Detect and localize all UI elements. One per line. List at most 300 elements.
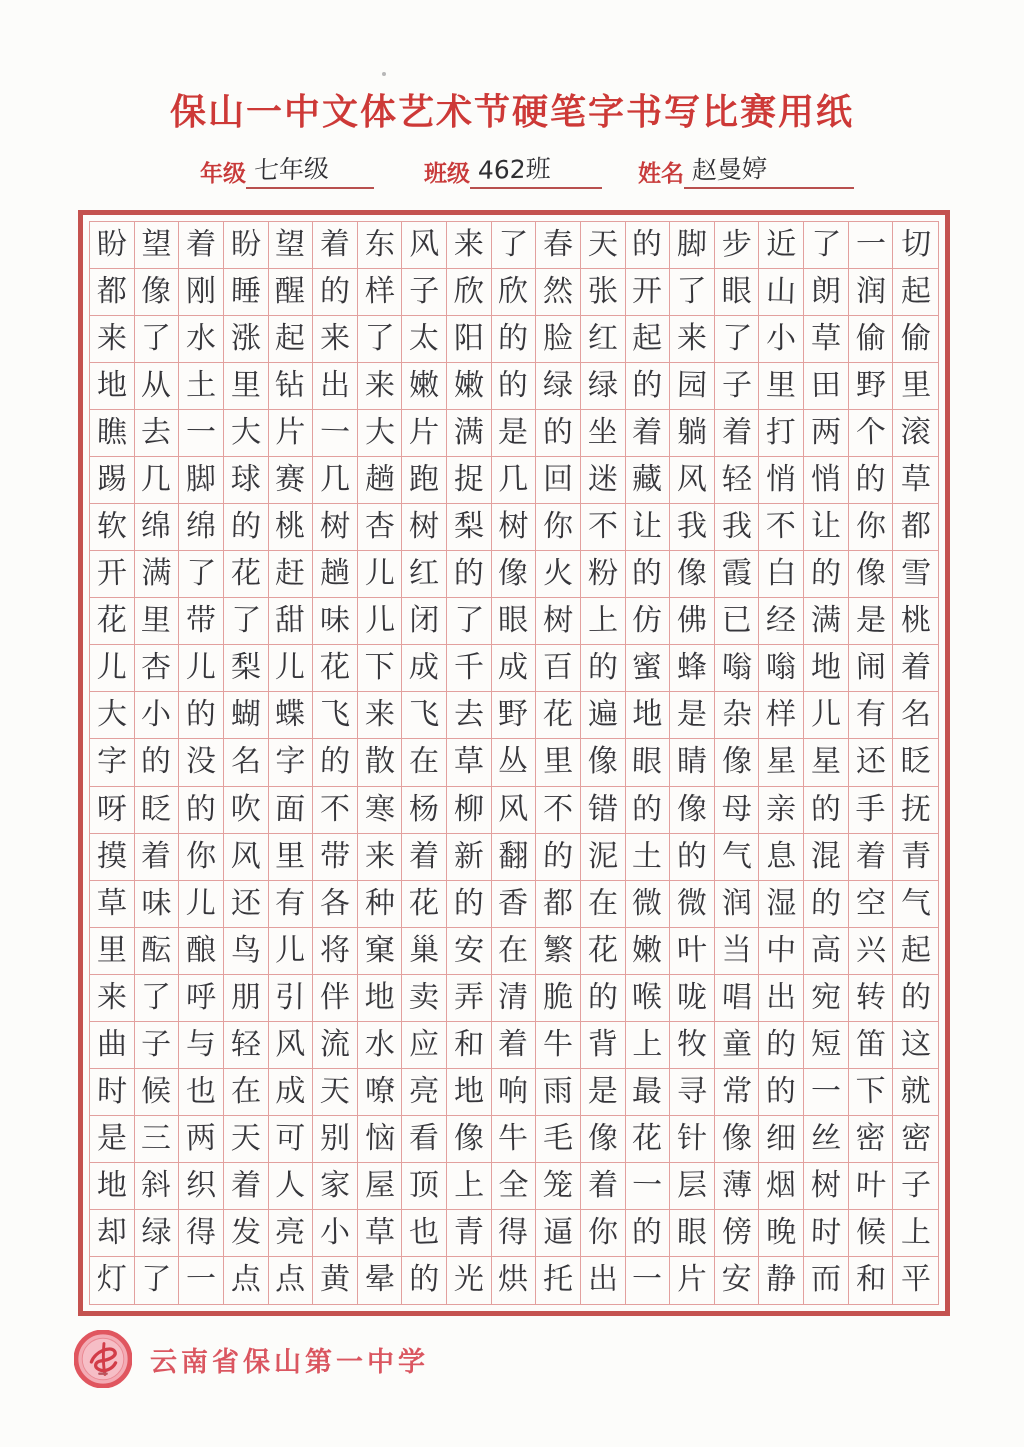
- grid-cell: 偷: [849, 316, 894, 363]
- grid-cell: 名: [224, 739, 269, 786]
- grid-cell: 咙: [670, 975, 715, 1022]
- grid-cell: 常: [715, 1069, 760, 1116]
- grid-cell: 星: [804, 739, 849, 786]
- grid-cell: 的: [626, 363, 671, 410]
- grid-cell: 飞: [313, 692, 358, 739]
- grid-cell: 背: [581, 1022, 626, 1069]
- grid-cell: 不: [581, 504, 626, 551]
- grid-cell: 了: [224, 598, 269, 645]
- grid-cell: 出: [313, 363, 358, 410]
- grid-cell: 百: [536, 645, 581, 692]
- grid-cell: 酿: [179, 928, 224, 975]
- grid-cell: 绿: [135, 1210, 180, 1257]
- grid-cell: 来: [313, 316, 358, 363]
- grid-cell: 却: [90, 1210, 135, 1257]
- grid-cell: 鸟: [224, 928, 269, 975]
- grid-cell: 满: [135, 551, 180, 598]
- grid-cell: 雪: [893, 551, 938, 598]
- name-label: 姓名: [638, 161, 684, 187]
- grid-cell: 一: [179, 1257, 224, 1304]
- grid-cell: 的: [804, 551, 849, 598]
- grid-cell: 像: [581, 739, 626, 786]
- grid-cell: 曲: [90, 1022, 135, 1069]
- grid-cell: 与: [179, 1022, 224, 1069]
- grid-cell: 还: [224, 881, 269, 928]
- grid-cell: 花: [581, 928, 626, 975]
- grid-cell: 几: [135, 457, 180, 504]
- grid-cell: 了: [358, 316, 403, 363]
- grid-cell: 上: [893, 1210, 938, 1257]
- grid-cell: 太: [402, 316, 447, 363]
- grid-cell: 唱: [715, 975, 760, 1022]
- grid-cell: 了: [179, 551, 224, 598]
- grid-cell: 望: [269, 222, 314, 269]
- grid-cell: 起: [626, 316, 671, 363]
- grid-cell: 的: [759, 1069, 804, 1116]
- grid-cell: 窠: [358, 928, 403, 975]
- grid-cell: 我: [715, 504, 760, 551]
- grid-cell: 错: [581, 787, 626, 834]
- grid-cell: 来: [90, 975, 135, 1022]
- grid-cell: 抚: [893, 787, 938, 834]
- grid-cell: 盼: [90, 222, 135, 269]
- grid-cell: 的: [179, 787, 224, 834]
- grid-cell: 卖: [402, 975, 447, 1022]
- grid-cell: 切: [893, 222, 938, 269]
- grid-cell: 的: [804, 787, 849, 834]
- grid-cell: 仿: [626, 598, 671, 645]
- grid-cell: 时: [804, 1210, 849, 1257]
- grid-cell: 了: [715, 316, 760, 363]
- grid-cell: 成: [492, 645, 537, 692]
- grid-cell: 杏: [135, 645, 180, 692]
- grid-cell: 雨: [536, 1069, 581, 1116]
- grid-cell: 打: [759, 410, 804, 457]
- grid-cell: 也: [179, 1069, 224, 1116]
- grid-cell: 片: [402, 410, 447, 457]
- grid-cell: 的: [492, 363, 537, 410]
- grid-cell: 里: [536, 739, 581, 786]
- grid-cell: 迷: [581, 457, 626, 504]
- grid-cell: 的: [626, 787, 671, 834]
- grid-cell: 几: [313, 457, 358, 504]
- grid-cell: 巢: [402, 928, 447, 975]
- grid-cell: 钻: [269, 363, 314, 410]
- grid-cell: 花: [402, 881, 447, 928]
- grid-cell: 当: [715, 928, 760, 975]
- grid-cell: 梨: [224, 645, 269, 692]
- grid-cell: 土: [626, 834, 671, 881]
- grid-cell: 涨: [224, 316, 269, 363]
- grid-cell: 喉: [626, 975, 671, 1022]
- grid-cell: 春: [536, 222, 581, 269]
- grid-cell: 织: [179, 1163, 224, 1210]
- grid-cell: 蝶: [269, 692, 314, 739]
- grid-cell: 在: [581, 881, 626, 928]
- grid-cell: 草: [358, 1210, 403, 1257]
- grid-cell: 亮: [269, 1210, 314, 1257]
- grid-cell: 有: [269, 881, 314, 928]
- grid-cell: 粉: [581, 551, 626, 598]
- grid-cell: 欣: [492, 269, 537, 316]
- grid-cell: 手: [849, 787, 894, 834]
- grid-cell: 薄: [715, 1163, 760, 1210]
- grid-cell: 味: [313, 598, 358, 645]
- grid-cell: 短: [804, 1022, 849, 1069]
- grid-cell: 平: [900, 1262, 931, 1298]
- grid-cell: 候: [849, 1210, 894, 1257]
- grid-cell: 两: [804, 410, 849, 457]
- grid-cell: 泥: [581, 834, 626, 881]
- grid-cell: 的: [581, 975, 626, 1022]
- grid-cell: 坐: [581, 410, 626, 457]
- grid-cell: 嗡: [715, 645, 760, 692]
- grid-cell: 息: [759, 834, 804, 881]
- grid-cell: 草: [893, 457, 938, 504]
- grid-cell: 一: [179, 410, 224, 457]
- grid-cell: 了: [135, 316, 180, 363]
- grid-cell: 叶: [849, 1163, 894, 1210]
- grid-cell: 千: [447, 645, 492, 692]
- grid-cell: 从: [135, 363, 180, 410]
- grid-cell: 的: [447, 881, 492, 928]
- grid-cell: 是: [670, 692, 715, 739]
- grid-cell: 亮: [402, 1069, 447, 1116]
- grid-cell: 睡: [224, 269, 269, 316]
- grid-cell: 密: [849, 1116, 894, 1163]
- grid-cell: 的: [536, 410, 581, 457]
- grid-cell: 大: [224, 410, 269, 457]
- grid-cell: 候: [135, 1069, 180, 1116]
- grid-cell: 悄: [759, 457, 804, 504]
- grid-cell: 小: [135, 692, 180, 739]
- field-grade: [200, 150, 374, 189]
- grid-cell: 软: [90, 504, 135, 551]
- grid-cell: 像: [135, 269, 180, 316]
- grid-cell: 风: [670, 457, 715, 504]
- grid-cell: 来: [90, 316, 135, 363]
- grid-cell: 在: [224, 1069, 269, 1116]
- grid-cell: 着: [135, 834, 180, 881]
- grid-cell: 佛: [670, 598, 715, 645]
- grid-cell: 里: [90, 928, 135, 975]
- grid-cell: 小: [759, 316, 804, 363]
- grid-cell: 地: [90, 1163, 135, 1210]
- grid-cell: 桃: [893, 598, 938, 645]
- grid-cell: 赶: [269, 551, 314, 598]
- grid-cell: 全: [492, 1163, 537, 1210]
- grid-cell: 三: [135, 1116, 180, 1163]
- grid-cell: 得: [492, 1210, 537, 1257]
- grid-cell: 湿: [759, 881, 804, 928]
- grid-cell: 一: [626, 1163, 671, 1210]
- grid-cell: 上: [581, 598, 626, 645]
- grid-cell: 欣: [447, 269, 492, 316]
- grid-cell: 眼: [670, 1210, 715, 1257]
- writing-sheet-frame: [78, 210, 950, 1316]
- grid-cell: 着: [715, 410, 760, 457]
- grid-cell: 闹: [849, 645, 894, 692]
- grid-cell: 而: [804, 1257, 849, 1304]
- grade-value: 七年级: [253, 154, 330, 185]
- grid-cell: 像: [492, 551, 537, 598]
- grid-cell: 片: [269, 410, 314, 457]
- grid-cell: 斜: [135, 1163, 180, 1210]
- grid-cell: 没: [179, 739, 224, 786]
- grid-cell: 转: [849, 975, 894, 1022]
- grid-cell: 红: [581, 316, 626, 363]
- grid-cell: 红: [402, 551, 447, 598]
- grid-cell: 丝: [804, 1116, 849, 1163]
- grid-cell: 蝴: [224, 692, 269, 739]
- grid-cell: 的: [626, 222, 671, 269]
- grid-cell: 顶: [402, 1163, 447, 1210]
- grid-cell: 来: [670, 316, 715, 363]
- grid-cell: 的: [179, 692, 224, 739]
- grid-cell: 地: [447, 1069, 492, 1116]
- grid-cell: 是: [849, 598, 894, 645]
- grid-cell: 起: [269, 316, 314, 363]
- grid-cell: 宛: [804, 975, 849, 1022]
- grid-cell: 步: [715, 222, 760, 269]
- grid-cell: 有: [849, 692, 894, 739]
- grid-cell: 不: [313, 787, 358, 834]
- grid-cell: 山: [759, 269, 804, 316]
- grid-cell: 成: [402, 645, 447, 692]
- grid-cell: 牛: [536, 1022, 581, 1069]
- grid-cell: 霞: [715, 551, 760, 598]
- grid-cell: 润: [849, 269, 894, 316]
- grid-cell: 树: [536, 598, 581, 645]
- grid-cell: 像: [670, 551, 715, 598]
- grid-cell: 你: [581, 1210, 626, 1257]
- grid-cell: 时: [90, 1069, 135, 1116]
- grid-cell: 是: [90, 1116, 135, 1163]
- grid-cell: 安: [715, 1257, 760, 1304]
- grid-cell: 眼: [492, 598, 537, 645]
- grid-cell: 的: [581, 645, 626, 692]
- grid-cell: 几: [492, 457, 537, 504]
- grid-cell: 寻: [670, 1069, 715, 1116]
- grid-cell: 然: [536, 269, 581, 316]
- grid-cell: 散: [358, 739, 403, 786]
- grid-cell: 一: [849, 222, 894, 269]
- grid-cell: 醒: [269, 269, 314, 316]
- grid-cell: 托: [536, 1257, 581, 1304]
- grid-cell: 高: [804, 928, 849, 975]
- grid-cell: 绿: [581, 363, 626, 410]
- grid-cell: 各: [313, 881, 358, 928]
- grid-cell: 样: [759, 692, 804, 739]
- grid-cell: 像: [715, 739, 760, 786]
- grid-cell: 弄: [447, 975, 492, 1022]
- grid-cell: 儿: [90, 645, 135, 692]
- grid-cell: 阳: [447, 316, 492, 363]
- grid-cell: 一: [313, 410, 358, 457]
- grid-cell: 绵: [179, 504, 224, 551]
- grid-cell: 着: [402, 834, 447, 881]
- grid-cell: 翻: [492, 834, 537, 881]
- name-underline: [684, 150, 854, 189]
- grid-cell: 的: [536, 834, 581, 881]
- grid-cell: 青: [447, 1210, 492, 1257]
- grid-cell: 着: [893, 645, 938, 692]
- grid-cell: 眼: [626, 739, 671, 786]
- grid-cell: 甜: [269, 598, 314, 645]
- grid-cell: 着: [224, 1163, 269, 1210]
- grid-cell: 字: [90, 739, 135, 786]
- grid-cell: 星: [759, 739, 804, 786]
- grid-cell: 青: [893, 834, 938, 881]
- grid-cell: 母: [715, 787, 760, 834]
- grid-cell: 瞧: [90, 410, 135, 457]
- grid-cell: 的: [447, 551, 492, 598]
- grid-cell: 跑: [402, 457, 447, 504]
- grid-cell: 呼: [179, 975, 224, 1022]
- grid-cell: 大: [358, 410, 403, 457]
- grid-cell: 新: [447, 834, 492, 881]
- grid-cell: 成: [269, 1069, 314, 1116]
- grid-cell: 毛: [536, 1116, 581, 1163]
- grid-cell: 花: [536, 692, 581, 739]
- grid-cell: 儿: [358, 551, 403, 598]
- grid-cell: 了: [447, 598, 492, 645]
- grade-underline: [246, 150, 374, 189]
- grid-cell: 酝: [135, 928, 180, 975]
- grid-cell: 人: [269, 1163, 314, 1210]
- grid-cell: 你: [849, 504, 894, 551]
- grid-cell: 风: [402, 222, 447, 269]
- grid-cell: 儿: [358, 598, 403, 645]
- grid-cell: 飞: [402, 692, 447, 739]
- grid-cell: 风: [492, 787, 537, 834]
- grid-cell: 子: [135, 1022, 180, 1069]
- grid-cell: 水: [179, 316, 224, 363]
- grid-cell: 引: [269, 975, 314, 1022]
- grid-cell: 面: [269, 787, 314, 834]
- grid-cell: 绿: [536, 363, 581, 410]
- grid-cell: 气: [893, 881, 938, 928]
- grid-cell: 灯: [90, 1257, 135, 1304]
- grid-cell: 满: [804, 598, 849, 645]
- grid-cell: 也: [402, 1210, 447, 1257]
- grid-cell: 树: [804, 1163, 849, 1210]
- grid-cell: 流: [313, 1022, 358, 1069]
- grid-cell: 梨: [447, 504, 492, 551]
- grid-cell: 上: [447, 1163, 492, 1210]
- header-fields: [0, 150, 1024, 198]
- grid-cell: 的: [804, 881, 849, 928]
- grid-cell: 盼: [224, 222, 269, 269]
- grid-cell: 脚: [670, 222, 715, 269]
- grid-cell: 让: [626, 504, 671, 551]
- grid-cell: 睛: [670, 739, 715, 786]
- grid-cell: 来: [358, 834, 403, 881]
- grid-cell: 呀: [90, 787, 135, 834]
- grid-cell: 摸: [90, 834, 135, 881]
- grid-cell: 不: [759, 504, 804, 551]
- grid-cell: 的: [626, 551, 671, 598]
- grid-cell: 让: [804, 504, 849, 551]
- grid-cell: 出: [759, 975, 804, 1022]
- field-class: [424, 150, 602, 189]
- grid-cell: 屋: [358, 1163, 403, 1210]
- grid-cell: 繁: [536, 928, 581, 975]
- grid-cell: 儿: [804, 692, 849, 739]
- grid-cell: 静: [759, 1257, 804, 1304]
- grid-cell: 天: [224, 1116, 269, 1163]
- class-value: 462班: [477, 154, 552, 185]
- grid-cell: 趟: [313, 551, 358, 598]
- grid-cell: 轻: [715, 457, 760, 504]
- grid-cell: 的: [759, 1022, 804, 1069]
- grid-cell: 田: [804, 363, 849, 410]
- grid-cell: 的: [849, 457, 894, 504]
- footer: [74, 1330, 429, 1388]
- grid-cell: 朗: [804, 269, 849, 316]
- grid-cell: 得: [179, 1210, 224, 1257]
- grid-cell: 逼: [536, 1210, 581, 1257]
- grid-cell: 儿: [269, 928, 314, 975]
- grid-cell: 和: [849, 1257, 894, 1304]
- grid-cell: 脆: [536, 975, 581, 1022]
- grid-cell: 了: [804, 222, 849, 269]
- grid-cell: 东: [358, 222, 403, 269]
- grid-cell: 经: [759, 598, 804, 645]
- grid-cell: 树: [313, 504, 358, 551]
- grid-cell: 吹: [224, 787, 269, 834]
- grid-cell: 嫩: [447, 363, 492, 410]
- grid-cell: 不: [536, 787, 581, 834]
- grid-cell: 点: [224, 1257, 269, 1304]
- grid-cell: 家: [313, 1163, 358, 1210]
- grid-cell: 眨: [135, 787, 180, 834]
- grid-cell: 天: [313, 1069, 358, 1116]
- grid-cell: 名: [893, 692, 938, 739]
- grid-cell: 嫩: [402, 363, 447, 410]
- grid-cell: 安: [447, 928, 492, 975]
- grid-cell: 着: [581, 1163, 626, 1210]
- grid-cell: 风: [269, 1022, 314, 1069]
- grid-cell: 气: [715, 834, 760, 881]
- grid-cell: 的: [313, 739, 358, 786]
- grid-cell: 花: [313, 645, 358, 692]
- grid-cell: 赛: [269, 457, 314, 504]
- grid-cell: 望: [135, 222, 180, 269]
- grid-cell: 野: [849, 363, 894, 410]
- grid-cell: 了: [492, 222, 537, 269]
- grid-cell: 恼: [358, 1116, 403, 1163]
- grid-cell: 晚: [759, 1210, 804, 1257]
- grid-cell: 里: [893, 363, 938, 410]
- grid-cell: 中: [759, 928, 804, 975]
- grid-cell: 起: [893, 269, 938, 316]
- grid-cell: 和: [447, 1022, 492, 1069]
- grid-cell: 晕: [358, 1257, 403, 1304]
- grid-cell: 水: [358, 1022, 403, 1069]
- grid-cell: 个: [849, 410, 894, 457]
- field-name: [638, 150, 854, 189]
- grid-cell: 地: [804, 645, 849, 692]
- grid-cell: 应: [402, 1022, 447, 1069]
- grid-cell: 去: [135, 410, 180, 457]
- grid-cell: 下: [849, 1069, 894, 1116]
- grid-cell: 着: [849, 834, 894, 881]
- grid-cell: 还: [849, 739, 894, 786]
- grid-cell: 嘹: [358, 1069, 403, 1116]
- grid-cell: 大: [90, 692, 135, 739]
- grid-cell: 捉: [447, 457, 492, 504]
